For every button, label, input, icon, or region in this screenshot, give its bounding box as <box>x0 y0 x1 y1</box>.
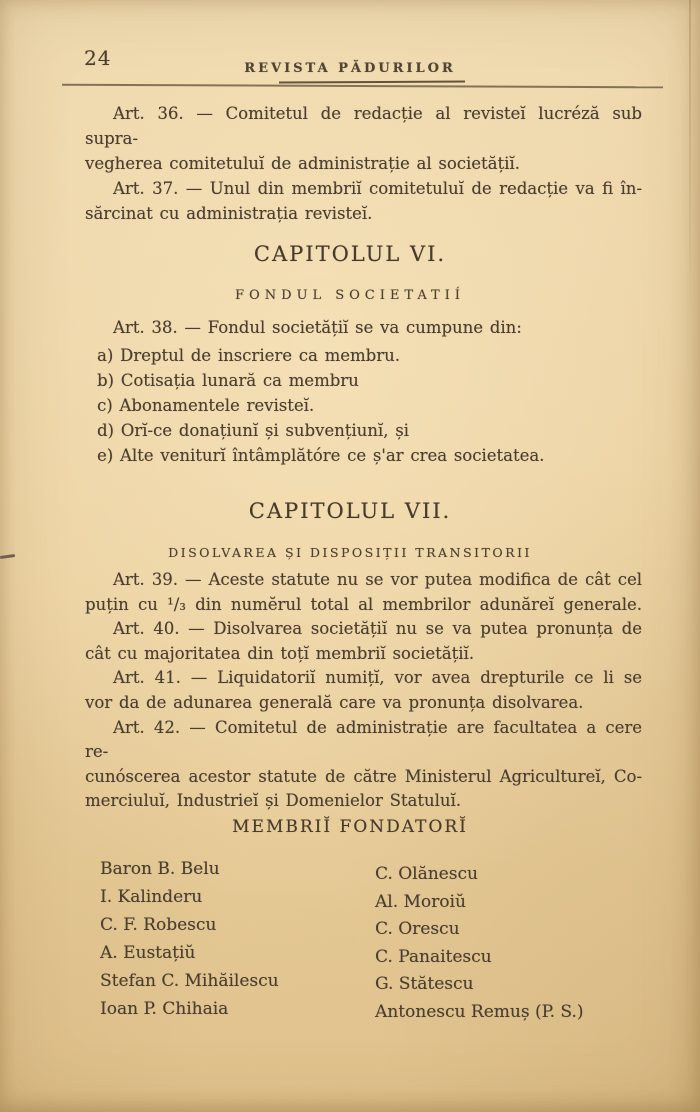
paragraph-line: cât cu majoritatea din toțĭ membriĭ societățiĭ. <box>85 643 475 663</box>
paragraph-line: puțin cu ¹/₃ din numĕrul total al membrilor adunăreĭ generale. <box>85 594 642 614</box>
paragraph-line: Art. 41. — Liquidatoriĭ numițĭ, vor avea drepturile ce li se <box>113 668 642 688</box>
chapter7-title: CAPITOLUL VII. <box>248 499 452 523</box>
list-item: c) Abonamentele revisteĭ. <box>97 396 315 415</box>
member-name: Stefan C. Mihăilescu <box>100 971 279 991</box>
header-rule <box>62 84 663 88</box>
chapter7-subtitle: DISOLVAREA ȘI DISPOSIȚII TRANSITORII <box>168 545 532 560</box>
member-name: C. Orescu <box>375 919 460 940</box>
member-name: I. Kalinderu <box>100 887 203 907</box>
chapter6-subtitle: FONDUL SOCIETATIÍ <box>235 288 465 303</box>
article-38: Art. 38. — Fondul societățiĭ se va cumpune din: <box>113 318 522 337</box>
page-edge-crease <box>689 0 691 320</box>
paragraph-line: Art. 37. — Unul din membriĭ comitetuluĭ de redacție va fi în- <box>113 179 642 198</box>
journal-title: REVISTA PĂDURILOR <box>244 61 456 76</box>
list-item: b) Cotisația lunară ca membru <box>97 371 359 390</box>
member-name: A. Eustațiŭ <box>100 943 196 963</box>
page-number: 24 <box>84 46 112 70</box>
member-name: G. Stătescu <box>375 974 474 995</box>
paragraph-line: sărcinat cu administrația revisteĭ. <box>85 204 373 223</box>
member-name: Baron B. Belu <box>100 859 220 879</box>
list-item: e) Alte veniturĭ întâmplătóre ce ș'ar crea societatea. <box>97 446 545 465</box>
paragraph-line: vor da de adunarea generală care va pronunța disolvarea. <box>85 692 584 712</box>
paragraph-line: Art. 42. — Comitetul de administrație are facultatea a cere re- <box>85 717 642 762</box>
member-name: Al. Moroiŭ <box>375 891 466 912</box>
member-name: C. Olănescu <box>375 864 478 884</box>
members-title: MEMBRIĬ FONDATORĬ <box>232 817 468 837</box>
intro-paragraphs <box>85 101 642 226</box>
list-item: a) Dreptul de inscriere ca membru. <box>97 346 400 365</box>
paragraph-line: cunóscerea acestor statute de către Ministerul Agricultureĭ, Co- <box>85 766 642 786</box>
member-name: Ioan P. Chihaia <box>100 999 229 1019</box>
paragraph-line: merciuluĭ, Industrieĭ și Domenielor Statuluĭ. <box>85 791 462 811</box>
members-column-left <box>100 855 279 1023</box>
chapter6-title: CAPITOLUL VI. <box>253 242 447 266</box>
member-name: C. F. Robescu <box>100 915 217 935</box>
header-title-underline <box>279 81 465 84</box>
chapter7-paragraphs <box>85 568 642 814</box>
article-38-list <box>97 343 642 468</box>
paragraph-line: vegherea comitetuluĭ de administrație al societățiĭ. <box>85 154 520 173</box>
members-column-right <box>375 861 583 1027</box>
paragraph-line: Art. 39. — Aceste statute nu se vor putea modifica de cât cel <box>113 570 642 589</box>
paragraph-line: Art. 40. — Disolvarea societățiĭ nu se va putea pronunța de <box>113 619 642 639</box>
list-item: d) Orĭ-ce donațiunĭ și subvențiunĭ, și <box>97 421 409 440</box>
member-name: Antonescu Remuș (P. S.) <box>375 1001 584 1022</box>
member-name: C. Panaitescu <box>375 946 492 967</box>
paragraph-line: Art. 36. — Comitetul de redacție al revisteĭ lucréză sub supra- <box>85 104 642 148</box>
